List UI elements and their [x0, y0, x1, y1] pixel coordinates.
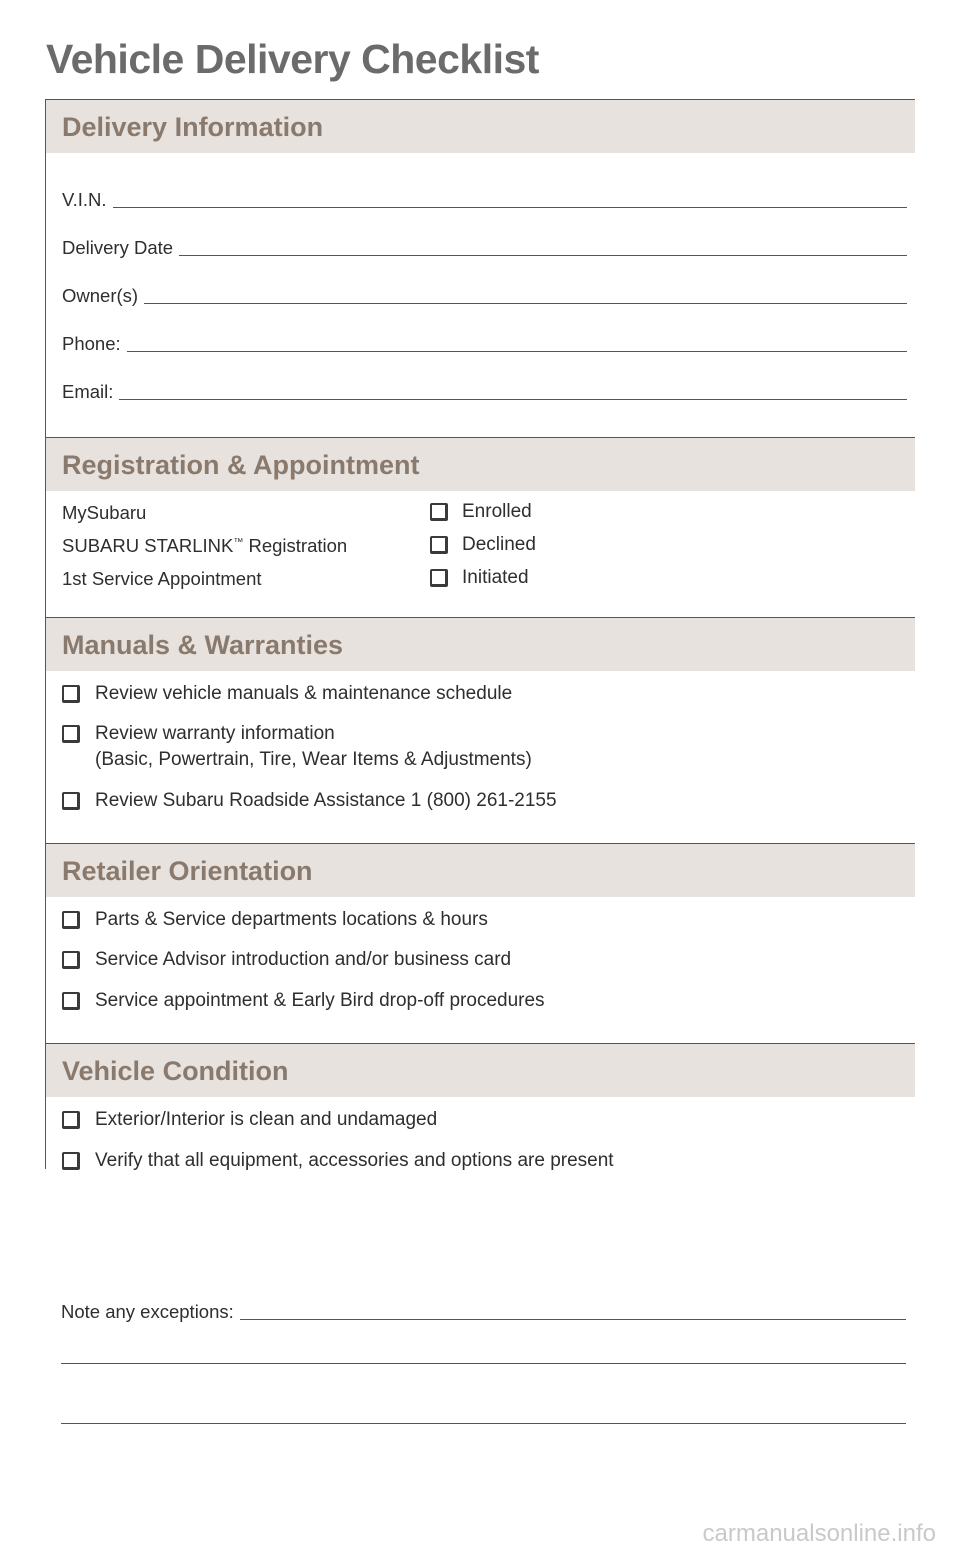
- declined-label: Declined: [462, 534, 536, 555]
- checkbox-icon[interactable]: [62, 1111, 80, 1129]
- checkbox-icon[interactable]: [62, 992, 80, 1010]
- section-header: Manuals & Warranties: [46, 617, 915, 671]
- delivery-date-field[interactable]: [62, 237, 907, 259]
- checklist-item[interactable]: Exterior/Interior is clean and undamaged: [62, 1107, 437, 1133]
- section-header: Registration & Appointment: [46, 437, 915, 491]
- blank-line[interactable]: [61, 1422, 906, 1424]
- checkbox-icon[interactable]: [430, 536, 448, 554]
- section-header: Delivery Information: [46, 99, 915, 153]
- checklist-item[interactable]: Review vehicle manuals & maintenance schedule: [62, 681, 512, 707]
- section-vehicle-condition: [46, 1043, 915, 1169]
- checklist-item[interactable]: Review Subaru Roadside Assistance 1 (800) 261-2155: [62, 788, 557, 814]
- checklist-item[interactable]: Parts & Service departments locations & hours: [62, 907, 488, 933]
- exceptions-extra-line-2[interactable]: [61, 1422, 906, 1427]
- owner-line[interactable]: [144, 302, 907, 304]
- checkbox-icon[interactable]: [62, 951, 80, 969]
- phone-label: Phone:: [62, 333, 121, 354]
- owner-field[interactable]: [62, 285, 907, 307]
- section-header: Vehicle Condition: [46, 1043, 915, 1097]
- email-line[interactable]: [119, 398, 907, 400]
- mysubaru-label: MySubaru: [62, 502, 147, 523]
- phone-field[interactable]: [62, 333, 907, 355]
- checkbox-icon[interactable]: [62, 911, 80, 929]
- section-retailer-orientation: [46, 843, 915, 1043]
- checklist-item[interactable]: Service appointment & Early Bird drop-off procedures: [62, 988, 545, 1014]
- exceptions-extra-line-1[interactable]: [61, 1362, 906, 1367]
- blank-line[interactable]: [61, 1362, 906, 1364]
- checklist-item[interactable]: Review warranty information (Basic, Powertrain, Tire, Wear Items & Adjustments): [62, 721, 532, 773]
- checklist-item[interactable]: Service Advisor introduction and/or business card: [62, 947, 511, 973]
- checkbox-icon[interactable]: [430, 569, 448, 587]
- checkbox-icon[interactable]: [430, 503, 448, 521]
- owner-label: Owner(s): [62, 285, 139, 306]
- exceptions-label: Note any exceptions:: [61, 1301, 234, 1322]
- vin-field[interactable]: [62, 189, 907, 211]
- checklist-frame: [45, 99, 915, 1169]
- section-delivery-information: [46, 99, 915, 437]
- enrolled-option[interactable]: [430, 501, 532, 523]
- email-field[interactable]: [62, 381, 907, 403]
- delivery-date-line[interactable]: [179, 254, 907, 256]
- exceptions-field[interactable]: [61, 1301, 906, 1323]
- checkbox-icon[interactable]: [62, 685, 80, 703]
- delivery-date-label: Delivery Date: [62, 237, 174, 258]
- section-header: Retailer Orientation: [46, 843, 915, 897]
- declined-option[interactable]: [430, 534, 536, 556]
- checkbox-icon[interactable]: [62, 792, 80, 810]
- starlink-label: SUBARU STARLINK™ Registration: [62, 535, 348, 556]
- service-appointment-label: 1st Service Appointment: [62, 568, 262, 589]
- exceptions-line[interactable]: [240, 1318, 906, 1320]
- phone-line[interactable]: [127, 350, 907, 352]
- checkbox-icon[interactable]: [62, 725, 80, 743]
- vin-label: V.I.N.: [62, 189, 107, 210]
- page-title: Vehicle Delivery Checklist: [46, 36, 539, 82]
- section-manuals-warranties: [46, 617, 915, 843]
- trademark-symbol: ™: [233, 536, 244, 548]
- vin-line[interactable]: [113, 206, 907, 208]
- enrolled-label: Enrolled: [462, 501, 532, 522]
- initiated-option[interactable]: [430, 567, 529, 589]
- checklist-item[interactable]: Verify that all equipment, accessories and options are present: [62, 1148, 614, 1174]
- checkbox-icon[interactable]: [62, 1152, 80, 1170]
- initiated-label: Initiated: [462, 567, 529, 588]
- email-label: Email:: [62, 381, 114, 402]
- section-registration: [46, 437, 915, 617]
- watermark: carmanualsonline.info: [702, 1520, 936, 1547]
